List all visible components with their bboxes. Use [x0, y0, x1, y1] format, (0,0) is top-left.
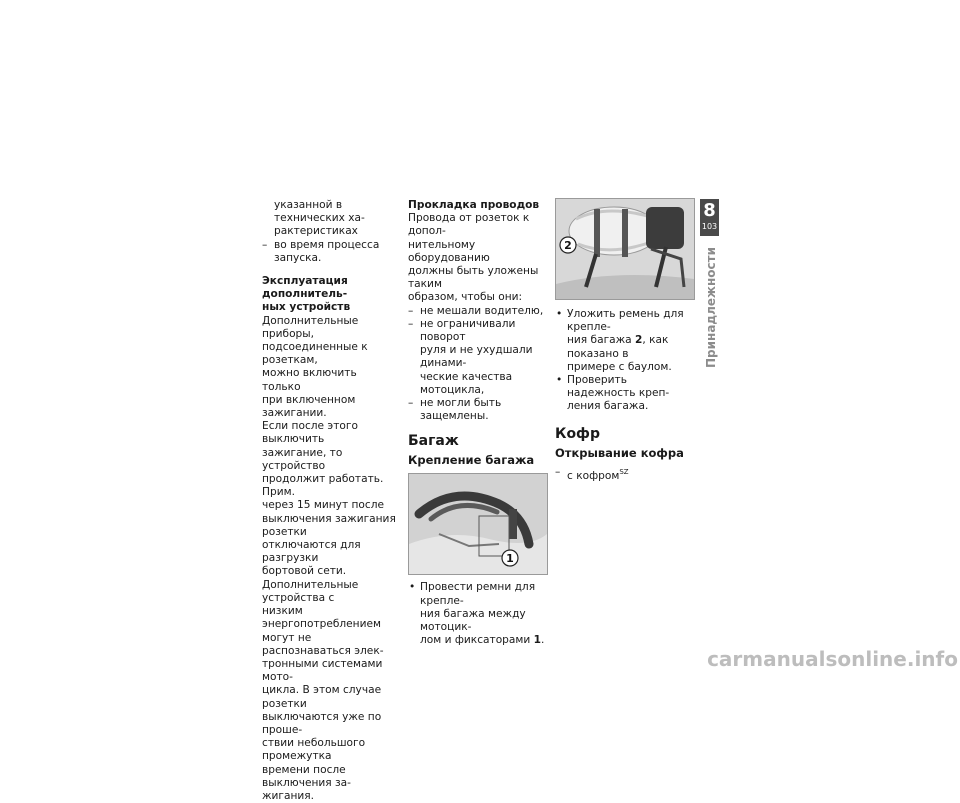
- subsection-title-case-opening: Открывание кофра: [555, 445, 684, 460]
- text-line: ния багажа между мотоцик-: [420, 607, 526, 634]
- text-line: указанной в технических ха-: [274, 199, 365, 225]
- text-line: продолжит работать. Прим.: [262, 473, 384, 499]
- text-line: низким энергопотреблением: [262, 605, 381, 631]
- text-line: тронными системами мото-: [262, 657, 383, 684]
- section-title-case: Кофр: [555, 425, 600, 442]
- dash-item: – во время процесса запуска.: [262, 239, 397, 265]
- heading-wire-routing: Прокладка проводов: [408, 199, 540, 211]
- text-line: [555, 334, 693, 360]
- text-line: отключаются для разгрузки: [262, 539, 361, 565]
- text-line: нительному оборудованию: [408, 238, 490, 264]
- callout-ref-2: 2: [635, 334, 643, 347]
- chapter-number: 8: [703, 200, 716, 221]
- chapter-marker: [700, 199, 719, 236]
- figure-callout-1: 1: [506, 552, 514, 566]
- text-span: с кофром: [567, 469, 620, 482]
- text-line: образом, чтобы они:: [408, 291, 523, 304]
- text-span: .: [541, 634, 545, 647]
- text-line: при включенном зажигании.: [262, 393, 356, 420]
- dash-item: – не мешали водителю,: [408, 305, 546, 318]
- dash-item: – не могли быть защемлены.: [408, 397, 546, 423]
- text-line: выключения зажигания розетки: [262, 512, 396, 538]
- text-line: можно включить только: [262, 367, 357, 393]
- heading-accessories-operation-2: ных устройств: [262, 301, 351, 314]
- page-number: 103: [701, 222, 718, 231]
- text-line: ствии небольшого промежутка: [262, 737, 366, 763]
- text-line: [408, 634, 546, 647]
- figure-luggage-hooks-drawing: [409, 474, 547, 574]
- column-2: [408, 199, 546, 647]
- text-line: выключаются уже по проше-: [262, 710, 382, 736]
- bullet-item: • Уложить ремень для крепле-: [555, 308, 693, 334]
- figure-callout-2: 2: [564, 239, 572, 252]
- text-line: примере с баулом.: [567, 360, 672, 373]
- text-span: ния багажа: [567, 334, 636, 347]
- callout-ref-1: 1: [533, 634, 542, 647]
- heading-accessories-operation: Эксплуатация дополнитель-: [262, 275, 348, 301]
- text-line: Провода от розеток к допол-: [408, 212, 530, 238]
- text-line: Дополнительные приборы,: [262, 314, 359, 340]
- figure-luggage-roll-drawing: [556, 199, 694, 299]
- text-line: бортовой сети.: [262, 565, 347, 578]
- text-line: жигания.: [262, 789, 315, 802]
- text-line: ления багажа.: [567, 400, 649, 413]
- text-line: через 15 минут после: [262, 499, 384, 512]
- text-line: цикла. В этом случае розетки: [262, 684, 382, 710]
- figure-luggage-roll: [555, 198, 695, 300]
- bullet-item: • Проверить надежность креп-: [555, 374, 693, 400]
- text-line: руля и не ухудшали динами-: [420, 344, 533, 370]
- column-3: [555, 198, 693, 483]
- text-line: времени после выключения за-: [262, 763, 351, 789]
- text-line: должны быть уложены таким: [408, 265, 539, 291]
- equipment-code: SZ: [619, 467, 629, 476]
- text-span: лом и фиксаторами: [420, 634, 534, 647]
- text-line: Если после этого выключить: [262, 420, 358, 446]
- text-line: зажигание, то устройство: [262, 446, 343, 472]
- dash-item: – не ограничивали поворот: [408, 318, 546, 344]
- dash-item: [555, 466, 693, 483]
- bullet-item: • Провести ремни для крепле-: [408, 581, 546, 607]
- subsection-title-luggage-fastening: Крепление багажа: [408, 453, 535, 468]
- chapter-side-title: Принадлежности: [704, 246, 718, 368]
- text-span: , как показано в: [567, 334, 669, 360]
- text-line: Дополнительные устройства с: [262, 578, 359, 604]
- text-line: подсоединенные к розеткам,: [262, 341, 368, 367]
- text-line: могут не распознаваться элек-: [262, 631, 384, 657]
- text-line: рактеристиках: [274, 225, 358, 238]
- watermark: carmanualsonline.info: [707, 647, 958, 671]
- figure-luggage-hooks: [408, 473, 548, 575]
- text-line: ческие качества мотоцикла,: [420, 370, 513, 396]
- section-title-luggage: Багаж: [408, 433, 459, 450]
- column-1: [262, 199, 397, 803]
